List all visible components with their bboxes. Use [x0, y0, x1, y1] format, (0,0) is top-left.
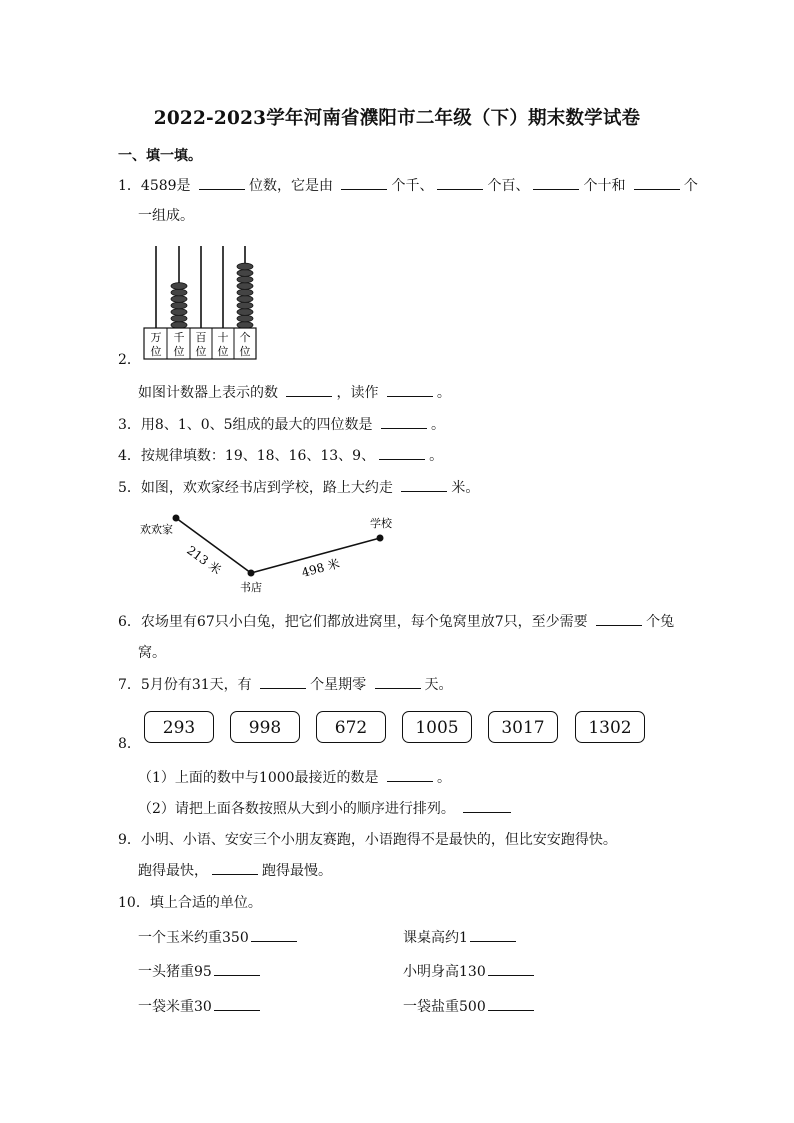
page-title: 2022-2023学年河南省濮阳市二年级（下）期末数学试卷	[153, 108, 641, 129]
number-card: 3017	[488, 711, 558, 743]
q8-sub2-text: （2）请把上面各数按照从大到小的顺序进行排列。	[138, 801, 455, 817]
q2-text-2: ，读作	[336, 385, 379, 401]
school-point	[377, 535, 384, 542]
route-diagram	[136, 508, 406, 598]
answer-blank[interactable]	[596, 613, 642, 626]
q1-text-e: 个十和	[583, 178, 626, 194]
q6-continuation: 窝。	[138, 645, 166, 661]
answer-blank[interactable]	[251, 929, 297, 942]
question-4	[118, 446, 443, 466]
question-1	[118, 176, 698, 196]
q2-end: 。	[436, 385, 451, 401]
unit-item-text: 课桌高约1	[403, 930, 468, 946]
unit-item	[403, 997, 538, 1017]
answer-blank[interactable]	[375, 676, 421, 689]
answer-blank[interactable]	[260, 676, 306, 689]
abacus-bead	[171, 296, 187, 303]
abacus-bead	[237, 276, 253, 283]
q1-text-f: 个	[683, 178, 698, 194]
q7-text: 7．5月份有31天，有	[118, 677, 252, 693]
label-bai: 百	[195, 331, 207, 344]
q2-text: 如图计数器上表示的数	[138, 385, 278, 401]
answer-blank[interactable]	[488, 963, 534, 976]
home-point	[173, 515, 180, 522]
abacus-bead	[171, 309, 187, 316]
answer-blank[interactable]	[214, 963, 260, 976]
unit-item-text: 一头猪重95	[138, 964, 212, 980]
label-wei: 位	[239, 345, 251, 358]
abacus-bead	[237, 322, 253, 329]
q1-text-d: 个百、	[487, 178, 530, 194]
unit-item	[138, 928, 301, 948]
question-9: 9．小明、小语、安安三个小朋友赛跑，小语跑得不是最快的，但比安安跑得快。	[118, 832, 617, 848]
store-point	[248, 570, 255, 577]
answer-blank[interactable]	[437, 177, 483, 190]
store-label: 书店	[240, 581, 262, 594]
abacus-bead	[237, 289, 253, 296]
answer-blank[interactable]	[214, 998, 260, 1011]
abacus-bead	[237, 315, 253, 322]
q6-end: 个兔	[646, 614, 675, 630]
label-wei: 位	[195, 345, 207, 358]
q8-number: 8．	[118, 736, 141, 752]
unit-item-text: 一袋盐重500	[403, 999, 486, 1015]
number-card: 293	[144, 711, 214, 743]
q1-text-a: 4589是	[140, 178, 191, 194]
abacus-bead	[237, 296, 253, 303]
school-label: 学校	[370, 517, 392, 530]
answer-blank[interactable]	[199, 177, 245, 190]
abacus-bead	[171, 322, 187, 329]
answer-blank[interactable]	[341, 177, 387, 190]
answer-blank[interactable]	[379, 447, 425, 460]
q1-continuation: 一组成。	[138, 208, 194, 224]
q9-text-a: 跑得最快，	[138, 863, 208, 879]
label-wei: 位	[173, 345, 185, 358]
home-label: 欢欢家	[140, 523, 173, 536]
unit-item-text: 一袋米重30	[138, 999, 212, 1015]
answer-blank[interactable]	[401, 479, 447, 492]
question-5	[118, 478, 479, 498]
unit-item-text: 一个玉米约重350	[138, 930, 249, 946]
answer-blank[interactable]	[488, 998, 534, 1011]
abacus-bead	[171, 302, 187, 309]
question-3	[118, 415, 445, 435]
abacus-bead	[171, 283, 187, 290]
q7-mid: 个星期零	[310, 677, 367, 693]
label-wei: 位	[217, 345, 229, 358]
answer-blank[interactable]	[463, 800, 511, 813]
q8-sub1-text: （1）上面的数中与1000最接近的数是	[138, 770, 379, 786]
abacus-beads-thousands	[171, 283, 187, 329]
answer-blank[interactable]	[533, 177, 579, 190]
number-card: 672	[316, 711, 386, 743]
unit-item-text: 小明身高130	[403, 964, 486, 980]
distance-label-2: 498 米	[300, 556, 342, 580]
question-8-sub1	[138, 768, 451, 788]
q3-text: 3．用8、1、0、5组成的最大的四位数是	[118, 417, 373, 433]
answer-blank[interactable]	[212, 862, 258, 875]
q3-end: 。	[431, 417, 445, 433]
label-qian: 千	[173, 331, 185, 344]
unit-item	[403, 928, 520, 948]
answer-blank[interactable]	[470, 929, 516, 942]
abacus-bead	[237, 302, 253, 309]
q7-end: 天。	[424, 677, 453, 693]
number-card: 1005	[402, 711, 472, 743]
answer-blank[interactable]	[387, 769, 433, 782]
question-2	[138, 383, 451, 403]
q1-number: 1．	[118, 178, 141, 194]
answer-blank[interactable]	[286, 384, 332, 397]
unit-item	[138, 962, 264, 982]
q9-continuation	[138, 861, 332, 881]
unit-item	[138, 997, 264, 1017]
q5-end: 米。	[451, 480, 480, 496]
label-ge: 个	[239, 331, 251, 344]
number-card: 998	[230, 711, 300, 743]
abacus-bead	[237, 283, 253, 290]
q1-text-b: 位数，它是由	[249, 178, 334, 194]
question-8-sub2	[138, 799, 515, 819]
label-shi: 十	[217, 331, 229, 344]
answer-blank[interactable]	[381, 416, 427, 429]
answer-blank[interactable]	[387, 384, 433, 397]
abacus-bead	[237, 263, 253, 270]
abacus-bead	[237, 270, 253, 277]
abacus-figure	[140, 240, 262, 362]
q1-text-c: 个千、	[391, 178, 434, 194]
q4-text: 4．按规律填数：19、18、16、13、9、	[118, 448, 376, 464]
q8-sub1-end: 。	[437, 770, 451, 786]
label-wan: 万	[150, 331, 162, 344]
unit-item	[403, 962, 538, 982]
abacus-bead	[171, 315, 187, 322]
q2-number: 2．	[118, 352, 141, 368]
abacus-bead	[171, 289, 187, 296]
answer-blank[interactable]	[634, 177, 680, 190]
q6-text: 6．农场里有67只小白兔，把它们都放进窝里，每个兔窝里放7只，至少需要	[118, 614, 588, 630]
q5-text: 5．如图，欢欢家经书店到学校，路上大约走	[118, 480, 393, 496]
question-6	[118, 612, 674, 632]
question-10: 10．填上合适的单位。	[118, 895, 262, 911]
q4-end: 。	[429, 448, 444, 464]
abacus-bead	[237, 309, 253, 316]
number-card: 1302	[575, 711, 645, 743]
q9-text-b: 跑得最慢。	[262, 863, 332, 879]
label-wei: 位	[150, 345, 162, 358]
section-heading: 一、填一填。	[118, 148, 202, 164]
abacus-beads-ones	[237, 263, 253, 328]
question-7	[118, 675, 453, 695]
distance-label-1: 213 米	[184, 543, 224, 578]
